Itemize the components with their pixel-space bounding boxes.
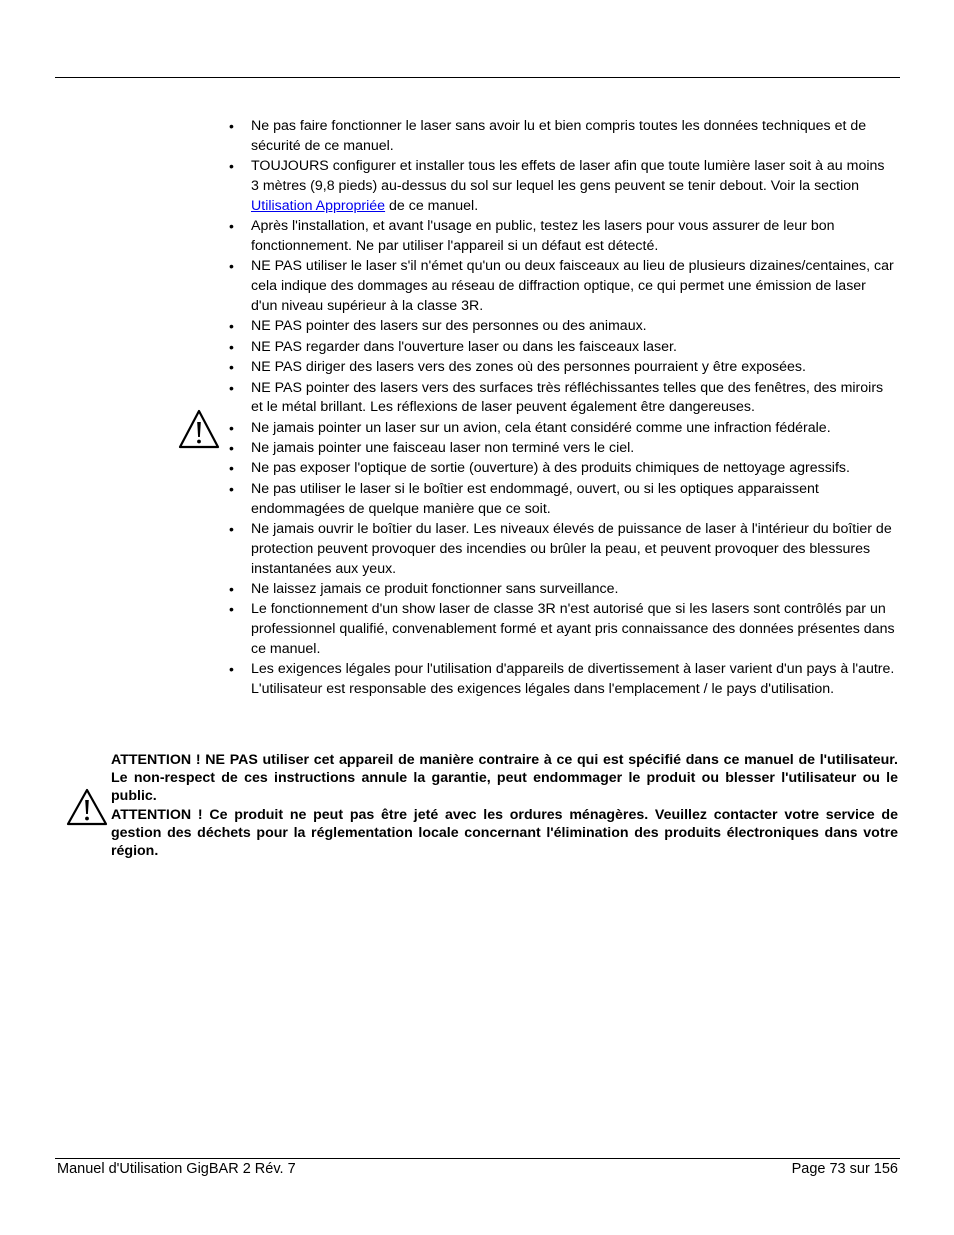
attention-disposal: ATTENTION ! Ce produit ne peut pas être jeté avec les ordures ménagères. Veuillez contacter votre service de gestion des déchets pour la réglementation locale concernant l'élimination des produits électroniques dans votre région. <box>111 806 898 860</box>
safety-bullet-list <box>228 117 896 701</box>
header-rule <box>55 77 900 78</box>
attention-block <box>111 751 898 860</box>
list-item: • Après l'installation, et avant l'usage en public, testez les lasers pour vous assurer de leur bon fonctionnement. Ne par utiliser l'appareil si un défaut est détecté. <box>228 217 896 257</box>
list-item: • NE PAS pointer des lasers sur des personnes ou des animaux. <box>228 317 896 337</box>
list-item: • Le fonctionnement d'un show laser de classe 3R n'est autorisé que si les lasers sont contrôlés par un professionnel qualifié, convenablement formé et ayant pris connaissance des données présentes dans ce manuel. <box>228 600 896 659</box>
footer-page-number: Page 73 sur 156 <box>791 1161 898 1177</box>
attention-misuse: ATTENTION ! NE PAS utiliser cet appareil de manière contraire à ce qui est spécifié dans ce manuel de l'utilisateur. Le non-respect de ces instructions annule la garantie, peut endommager le produit ou blesser l'utilisateur ou le public. <box>111 752 898 805</box>
list-item: • TOUJOURS configurer et installer tous les effets de laser afin que toute lumière laser soit à au moins 3 mètres (9,8 pieds) au-dessus du sol sur lequel les gens peuvent se tenir debout. Voir la section Utilisation Appropriée de ce manuel. <box>228 157 896 216</box>
list-item: • Ne pas utiliser le laser si le boîtier est endommagé, ouvert, ou si les optiques apparaissent endommagées de quelque manière que ce soit. <box>228 480 896 520</box>
list-item: • Ne laissez jamais ce produit fonctionner sans surveillance. <box>228 580 896 600</box>
footer-manual-title: Manuel d'Utilisation GigBAR 2 Rév. 7 <box>57 1161 296 1177</box>
footer-rule <box>55 1158 900 1159</box>
list-item: • Ne jamais pointer une faisceau laser non terminé vers le ciel. <box>228 439 896 459</box>
list-item: • Ne jamais pointer un laser sur un avion, cela étant considéré comme une infraction fédérale. <box>228 419 896 439</box>
list-item: • Ne pas exposer l'optique de sortie (ouverture) à des produits chimiques de nettoyage agressifs. <box>228 459 896 479</box>
utilisation-appropriee-link[interactable]: Utilisation Appropriée <box>251 197 386 214</box>
list-item: • NE PAS pointer des lasers vers des surfaces très réfléchissantes telles que des fenêtres, des miroirs et le métal brillant. Les réflexions de laser peuvent également être dangereuses. <box>228 379 896 419</box>
list-item: • NE PAS regarder dans l'ouverture laser ou dans les faisceaux laser. <box>228 338 896 358</box>
list-item: • Ne jamais ouvrir le boîtier du laser. Les niveaux élevés de puissance de laser à l'intérieur du boîtier de protection peuvent provoquer des incendies ou brûler la peau, et peuvent provoquer des blessures instantanées aux yeux. <box>228 520 896 579</box>
warning-triangle-icon <box>178 409 220 449</box>
list-item: • NE PAS diriger des lasers vers des zones où des personnes pourraient y être exposées. <box>228 358 896 378</box>
warning-triangle-icon <box>66 788 108 826</box>
list-item: • NE PAS utiliser le laser s'il n'émet qu'un ou deux faisceaux au lieu de plusieurs dizaines/centaines, car cela indique des dommages au réseau de diffraction optique, ce qui permet une émission de laser d'un niveau supérieur à la classe 3R. <box>228 257 896 316</box>
list-item: • Ne pas faire fonctionner le laser sans avoir lu et bien compris toutes les données techniques et de sécurité de ce manuel. <box>228 117 896 157</box>
list-item: • Les exigences légales pour l'utilisation d'appareils de divertissement à laser varient d'un pays à l'autre. L'utilisateur est responsable des exigences légales dans l'emplacement / le pays d'utilisation. <box>228 660 896 700</box>
